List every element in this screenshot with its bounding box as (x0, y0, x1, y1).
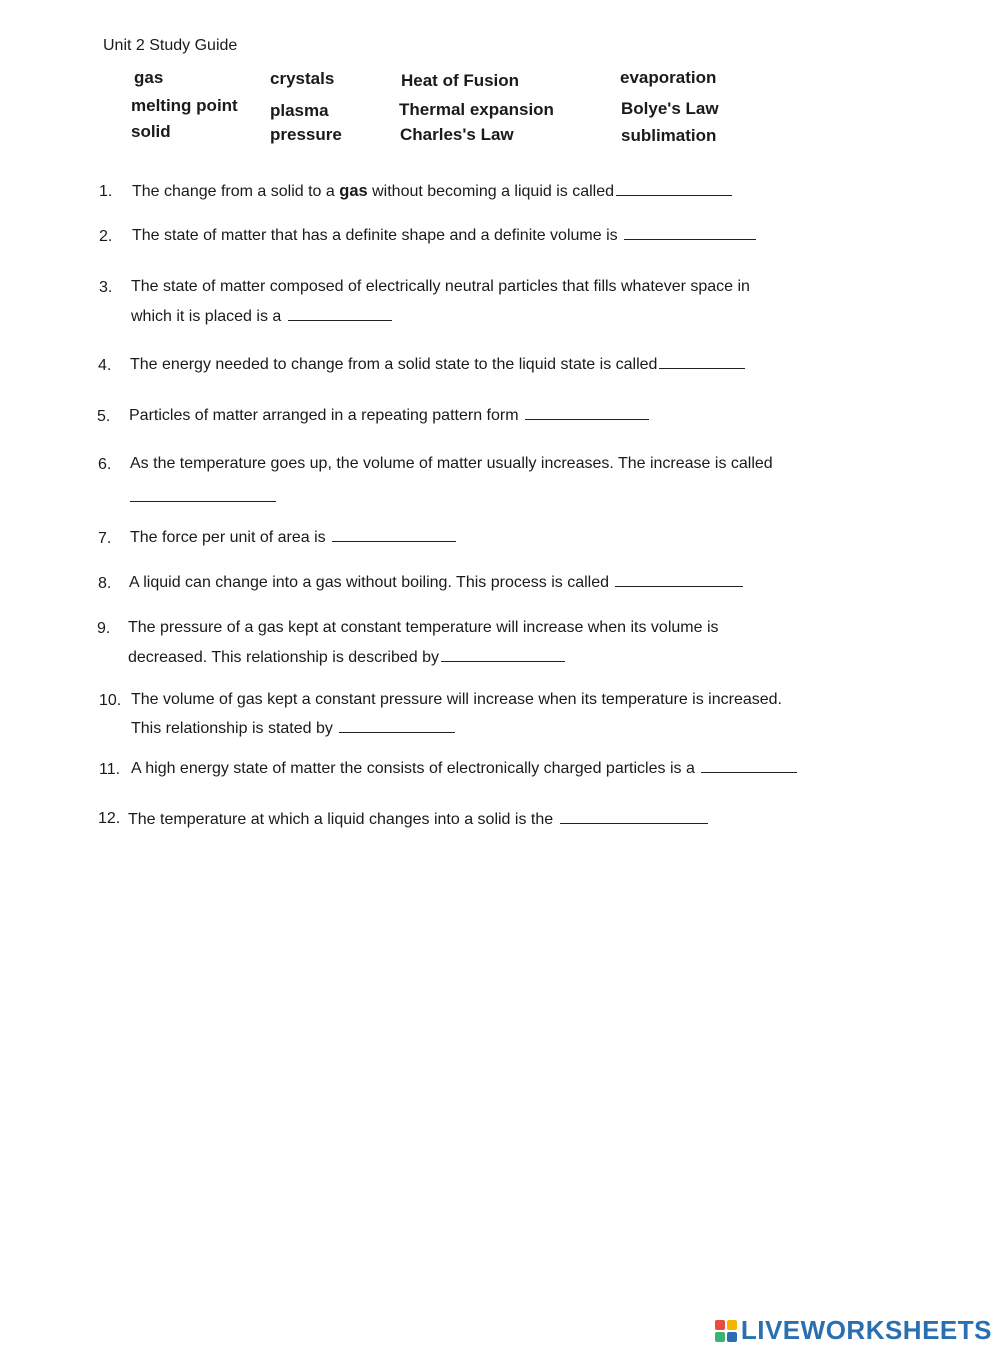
answer-blank[interactable] (615, 574, 743, 587)
question-text-continued: This relationship is stated by (131, 720, 455, 738)
question-number: 6. (98, 456, 112, 473)
question-text: A high energy state of matter the consists of electronically charged particles is a (131, 760, 797, 778)
question-number: 7. (98, 530, 112, 547)
word-bank-item: Bolye's Law (621, 99, 719, 118)
question-number: 2. (99, 228, 113, 245)
question-text-continued: which it is placed is a (131, 308, 392, 326)
question-text: As the temperature goes up, the volume of matter usually increases. The increase is called (130, 455, 773, 472)
answer-blank[interactable] (659, 356, 745, 369)
word-bank-item: Thermal expansion (399, 100, 554, 119)
question-number: 11. (99, 761, 121, 778)
answer-blank[interactable] (339, 720, 455, 733)
word-bank-item: gas (134, 68, 164, 87)
answer-blank[interactable] (130, 489, 276, 502)
question-text: A liquid can change into a gas without boiling. This process is called (129, 574, 743, 592)
logo-cell (727, 1320, 737, 1330)
brand-name: LIVEWORKSHEETS (740, 1315, 992, 1345)
word-bank-item: Heat of Fusion (401, 71, 520, 90)
word-bank-item: sublimation (621, 126, 717, 145)
logo-cell (715, 1332, 725, 1342)
question-number: 8. (98, 575, 112, 592)
page-title: Unit 2 Study Guide (103, 37, 238, 54)
question-text: The energy needed to change from a solid state to the liquid state is called (130, 356, 745, 374)
liveworksheets-logo (715, 1315, 992, 1346)
word-bank-item: evaporation (620, 68, 717, 87)
question-number: 1. (99, 183, 113, 200)
inline-word: gas (339, 182, 368, 200)
word-bank-item: crystals (270, 69, 335, 88)
question-text: The force per unit of area is (130, 529, 456, 547)
question-number: 10. (99, 692, 122, 709)
word-bank-item: plasma (270, 101, 329, 120)
question-number: 3. (99, 279, 113, 296)
question-number: 12. (98, 810, 121, 827)
question-text: The volume of gas kept a constant pressure will increase when its temperature is increased. (131, 691, 782, 708)
answer-blank[interactable] (616, 183, 732, 196)
answer-blank[interactable] (701, 760, 797, 773)
question-text: The pressure of a gas kept at constant temperature will increase when its volume is (128, 619, 719, 636)
word-bank-item: solid (131, 122, 171, 141)
question-number: 9. (97, 620, 111, 637)
question-text: The state of matter that has a definite shape and a definite volume is (132, 227, 756, 245)
question-text: Particles of matter arranged in a repeating pattern form (129, 407, 649, 425)
word-bank-item: pressure (270, 125, 342, 144)
question-number: 5. (97, 408, 111, 425)
answer-blank[interactable] (624, 227, 756, 240)
question-text: The change from a solid to a gas without becoming a liquid is called (132, 182, 732, 201)
question-text-continued: decreased. This relationship is described by (128, 649, 565, 667)
logo-mark-icon (715, 1320, 737, 1342)
word-bank-item: melting point (131, 96, 238, 115)
answer-blank[interactable] (332, 529, 456, 542)
word-bank-item: Charles's Law (400, 125, 514, 144)
logo-cell (715, 1320, 725, 1330)
question-text: The state of matter composed of electrically neutral particles that fills whatever space in (131, 278, 750, 295)
answer-blank[interactable] (288, 308, 392, 321)
logo-cell (727, 1332, 737, 1342)
answer-blank[interactable] (441, 649, 565, 662)
question-number: 4. (98, 357, 112, 374)
answer-blank[interactable] (560, 811, 708, 824)
question-text: The temperature at which a liquid changes into a solid is the (128, 811, 708, 829)
answer-blank[interactable] (525, 407, 649, 420)
